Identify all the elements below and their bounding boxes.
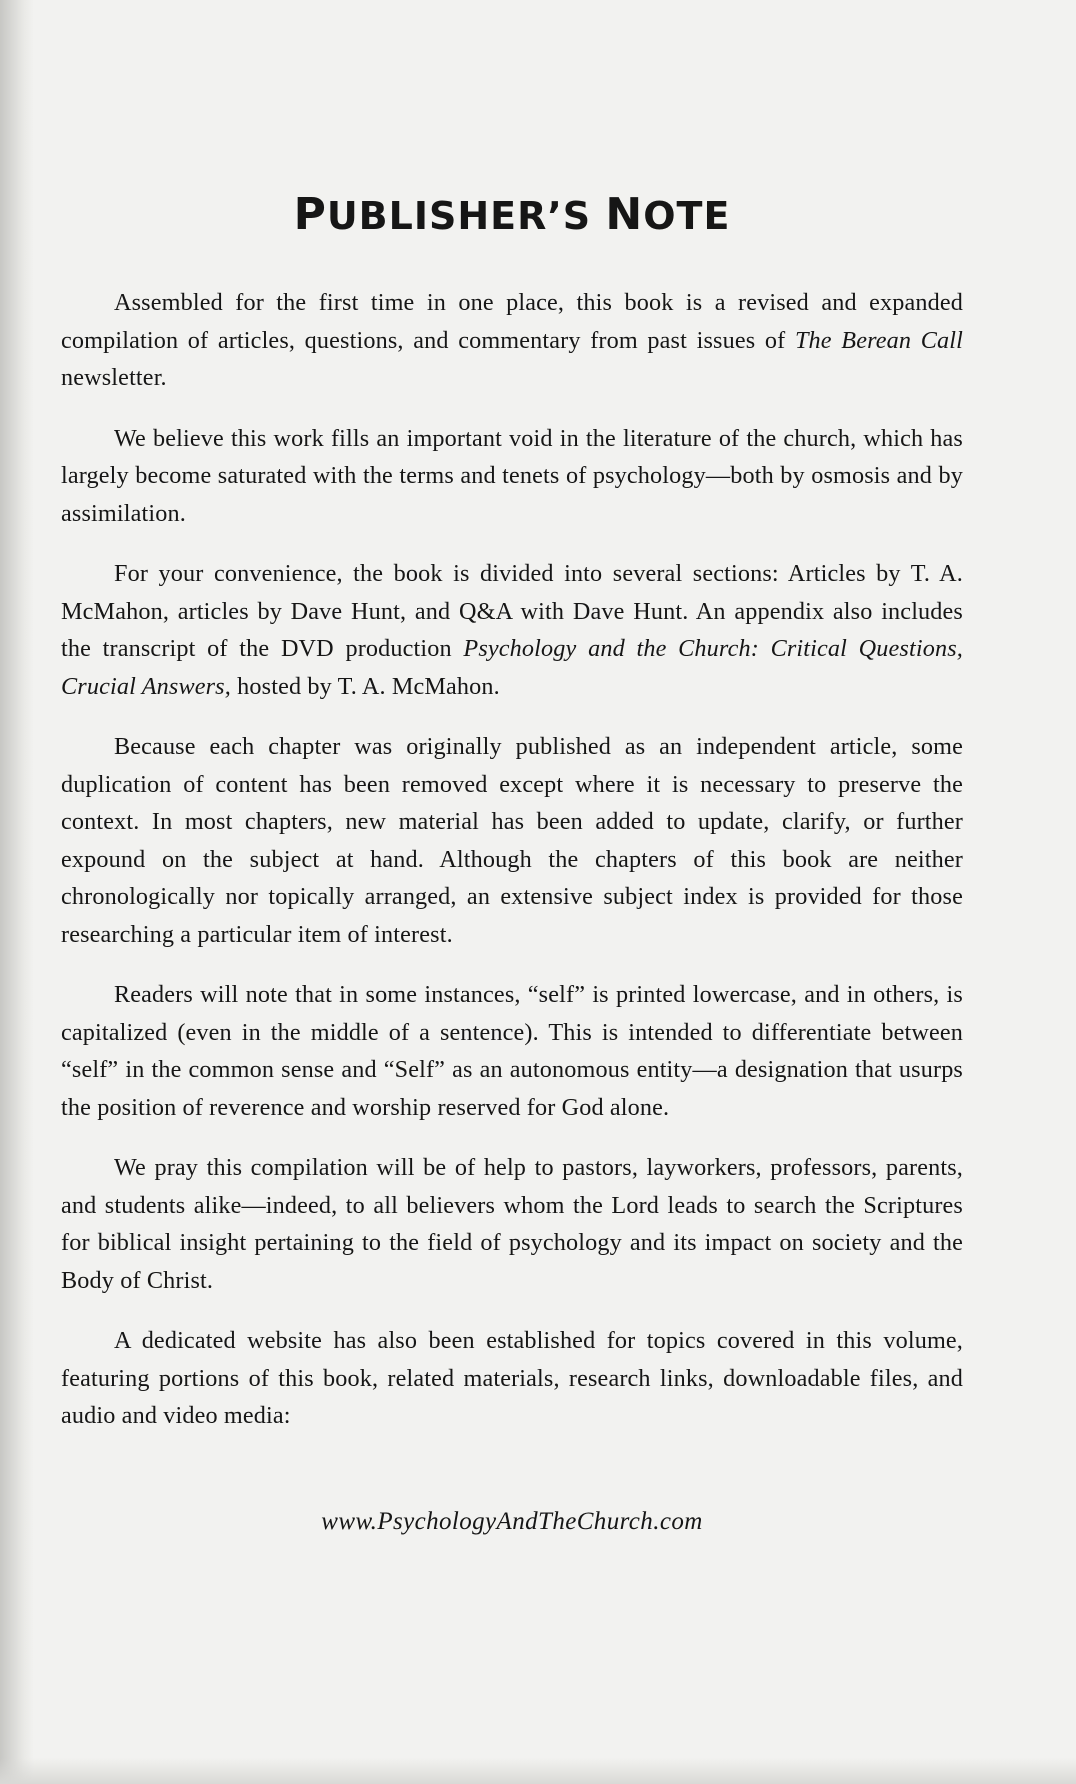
page-bottom-shadow (0, 1758, 1076, 1784)
paragraph-2: We believe this work fills an important void in the literature of the church, which has largely become saturated with the terms and tenets of psychology—both by osmosis and by assimilation. (61, 424, 963, 527)
paragraph-7: A dedicated website has also been established for topics covered in this volume, featuring portions of this book, related materials, research links, downloadable files, and audio and video media: (61, 1327, 963, 1429)
paragraph-3-text-before: For your convenience, the book is divided into several sections: Articles by T. A. McMahon, articles by Dave Hunt, and Q&A with Dave Hunt. An appendix also includes the transcript of the DVD production (61, 560, 963, 662)
paragraph-3 (61, 555, 963, 705)
title-initial-1: P (293, 189, 327, 240)
paragraph-5: Readers will note that in some instances, “self” is printed lowercase, and in others, is capitalized (even in the middle of a sentence). This is intended to differentiate between “self” in the common sense and “Self” as an autonomous entity—a designation that usurps the position of reverence and worship reserved for God alone. (61, 981, 963, 1121)
page-gutter-shadow (0, 0, 34, 1784)
paragraph-3-text-after: hosted by T. A. McMahon. (230, 672, 500, 700)
title-word-1-rest: UBLISHER’S (326, 194, 606, 238)
newsletter-title: The Berean Call (794, 326, 963, 354)
website-link[interactable]: www.PsychologyAndTheChurch.com (321, 1507, 703, 1535)
page-content (61, 0, 963, 1541)
title-word-2-rest: OTE (643, 194, 731, 238)
title-initial-2: N (605, 189, 644, 240)
paragraph-1-text-before: Assembled for the first time in one place, this book is a revised and expanded compilation of articles, questions, and commentary from past issues of (61, 289, 963, 354)
page-title (61, 191, 963, 240)
paragraph-4: Because each chapter was originally published as an independent article, some duplication of content has been removed except where it is necessary to preserve the context. In most chapters, new material has been added to update, clarify, or further expound on the subject at hand. Although the chapters of this book are neither chronologically nor topically arranged, an extensive subject index is provided for those researching a particular item of interest. (61, 733, 963, 948)
paragraph-1 (61, 284, 963, 397)
dvd-title: Psychology and the Church: Critical Questions, Crucial Answers, (61, 635, 963, 700)
paragraph-1-text-after: newsletter. (61, 364, 167, 391)
paragraph-6: We pray this compilation will be of help to pastors, layworkers, professors, parents, and students alike—indeed, to all believers whom the Lord leads to search the Scriptures for biblical insight pertaining to the field of psychology and its impact on society and the Body of Christ. (61, 1154, 963, 1294)
